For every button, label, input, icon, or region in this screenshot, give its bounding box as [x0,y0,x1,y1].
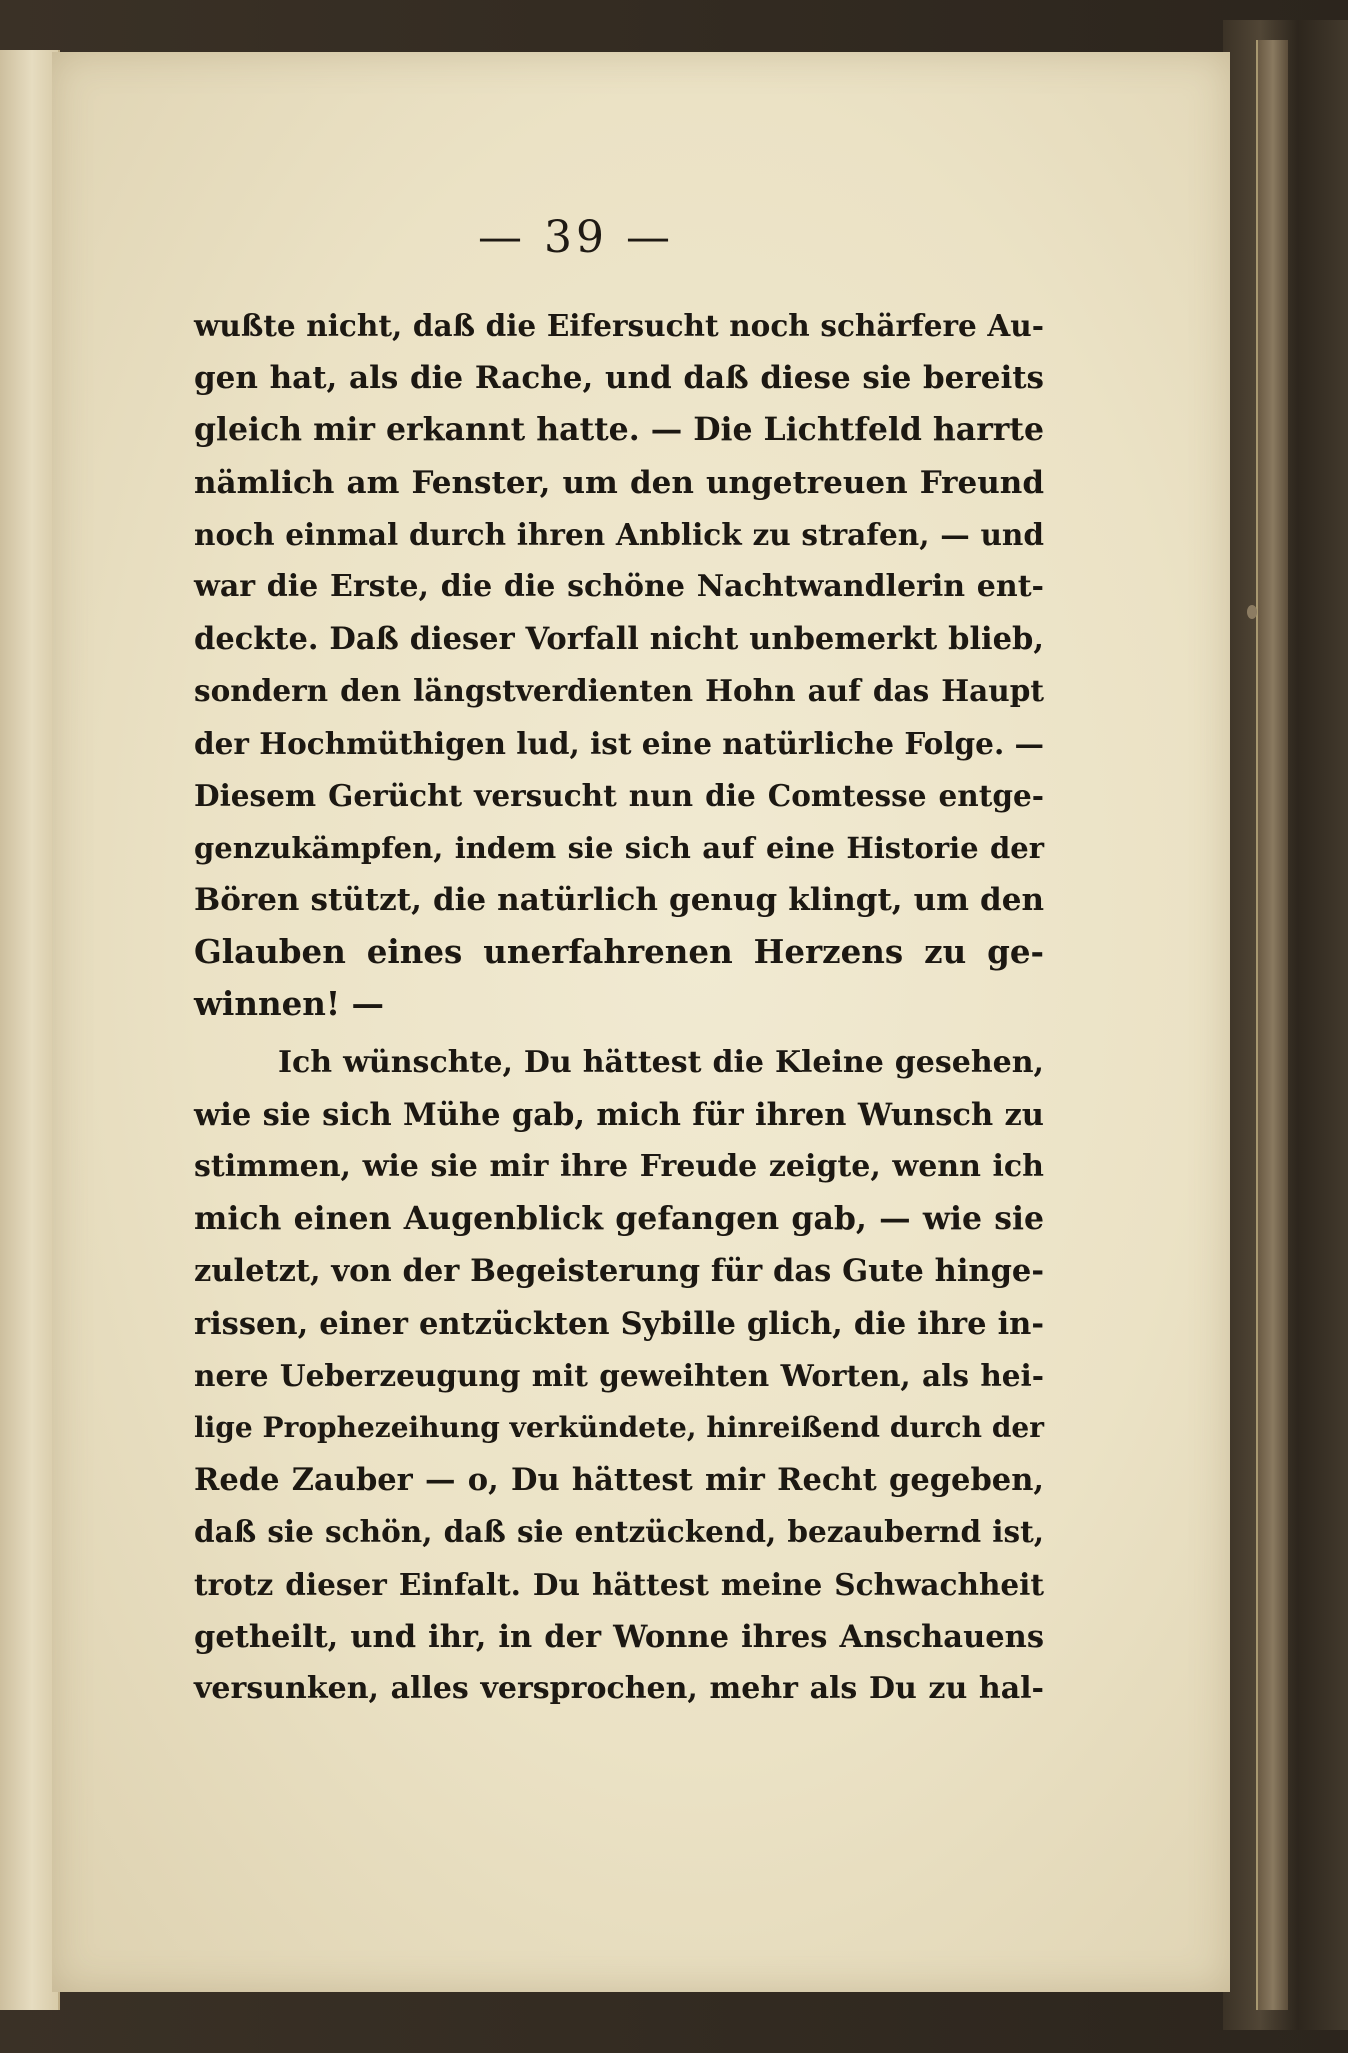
text-line: genzukämpfen, indem sie sich auf eine Historie der [194,830,1044,865]
text-line: stimmen, wie sie mir ihre Freude zeigte, wenn ich [194,1149,1044,1184]
facing-page-edge [0,50,60,2010]
text-line: Diesem Gerücht versucht nun die Comtesse entge- [194,777,1044,813]
text-line: lige Prophezeihung verkündete, hinreißend durch der [194,1410,1044,1444]
text-line: daß sie schön, daß sie entzückend, bezaubernd ist, [194,1514,1044,1550]
paper-stain [1247,605,1257,619]
text-line: Rede Zauber — o, Du hättest mir Recht gegeben, [194,1462,1044,1499]
text-line: trotz dieser Einfalt. Du hättest meine Schwachheit [194,1566,1044,1602]
text-line: zuletzt, von der Begeisterung für das Gute hinge- [194,1253,1044,1290]
text-line: winnen! — [194,984,384,1024]
text-line: gen hat, als die Rache, und daß diese sie bereits [194,360,1044,397]
text-line: rissen, einer entzückten Sybille glich, die ihre in- [194,1305,1044,1342]
body-text [194,300,1044,1715]
text-line: nämlich am Fenster, um den ungetreuen Freund [194,464,1044,501]
cover-board-edge [1256,40,1288,2010]
text-line: noch einmal durch ihren Anblick zu strafen, — und [194,516,1044,552]
text-line: Glauben eines unerfahrenen Herzens zu ge- [194,932,1044,972]
text-line: war die Erste, die die schöne Nachtwandlerin ent- [194,568,1044,604]
text-line: nere Ueberzeugung mit geweihten Worten, als hei- [194,1357,1044,1393]
text-line: wußte nicht, daß die Eifersucht noch schärfere Au- [194,308,1044,343]
text-line: gleich mir erkannt hatte. — Die Lichtfeld harrte [194,411,1044,449]
text-line: sondern den längstverdienten Hohn auf das Haupt [194,673,1044,709]
text-line: der Hochmüthigen lud, ist eine natürliche Folge. — [194,725,1044,761]
text-line: wie sie sich Mühe gab, mich für ihren Wunsch zu [194,1096,1044,1133]
text-line: versunken, alles versprochen, mehr als Du zu hal- [194,1670,1044,1706]
text-line: mich einen Augenblick gefangen gab, — wie sie [194,1200,1044,1238]
text-line: Bören stützt, die natürlich genug klingt, um den [194,882,1044,919]
text-line: getheilt, und ihr, in der Wonne ihres Anschauens [194,1618,1044,1655]
page-number: — 39 — [478,212,674,263]
text-line: Ich wünschte, Du hättest die Kleine gesehen, [278,1044,1044,1080]
book-page [52,52,1230,1992]
text-line: deckte. Daß dieser Vorfall nicht unbemerkt blieb, [194,621,1044,658]
